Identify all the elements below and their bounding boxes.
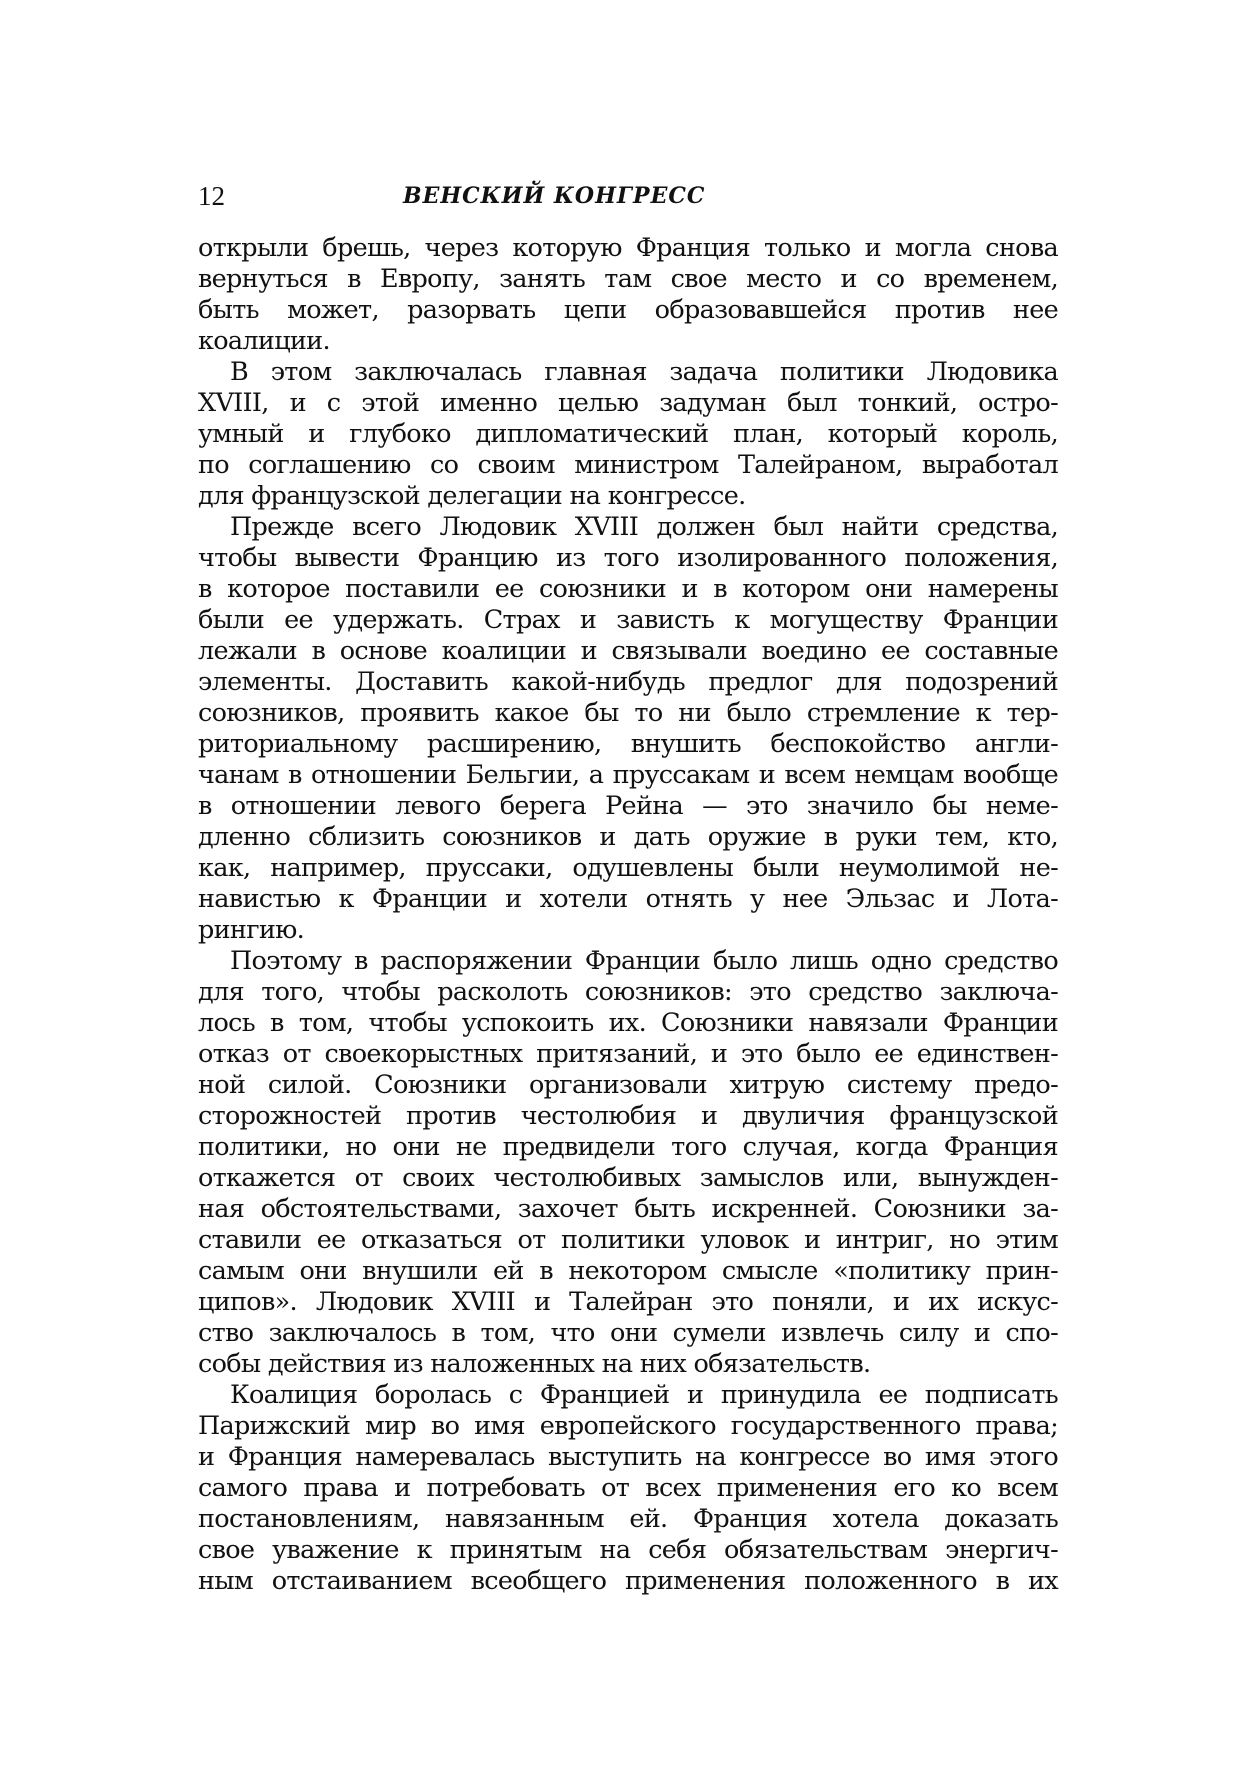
text-line: ная обстоятельствами, захочет быть искренней. Союзники за- — [198, 1194, 1058, 1224]
running-title: ВЕНСКИЙ КОНГРЕСС — [403, 183, 706, 209]
text-line: быть может, разорвать цепи образовавшейся против нее — [198, 295, 1058, 325]
text-line: собы действия из наложенных на них обязательств. — [198, 1349, 871, 1379]
text-line: как, например, пруссаки, одушевлены были неумолимой не- — [198, 853, 1058, 883]
text-line: для французской делегации на конгрессе. — [198, 481, 746, 511]
text-line: лось в том, чтобы успокоить их. Союзники навязали Франции — [198, 1008, 1058, 1038]
running-head — [198, 178, 1056, 218]
text-line: ной силой. Союзники организовали хитрую систему предо- — [198, 1070, 1058, 1100]
text-line: откажется от своих честолюбивых замыслов или, вынужден- — [198, 1163, 1058, 1193]
text-line: политики, но они не предвидели того случая, когда Франция — [198, 1132, 1058, 1162]
paragraph — [198, 357, 1058, 512]
text-line: Парижский мир во имя европейского государственного права; — [198, 1411, 1058, 1441]
text-line: вернуться в Европу, занять там свое место и со временем, — [198, 264, 1058, 294]
body-text — [198, 233, 1058, 1597]
text-line: умный и глубоко дипломатический план, который король, — [198, 419, 1058, 449]
text-line: сторожностей против честолюбия и двуличия французской — [198, 1101, 1058, 1131]
text-line: дленно сблизить союзников и дать оружие в руки тем, кто, — [198, 822, 1058, 852]
paragraph — [198, 946, 1058, 1380]
paragraph — [198, 512, 1058, 946]
text-line: Коалиция боролась с Францией и принудила ее подписать — [230, 1380, 1058, 1410]
page-number: 12 — [198, 181, 225, 211]
paragraph — [198, 1380, 1058, 1597]
text-line: свое уважение к принятым на себя обязательствам энергич- — [198, 1535, 1058, 1565]
text-line: по соглашению со своим министром Талейраном, выработал — [198, 450, 1058, 480]
text-line: элементы. Доставить какой-нибудь предлог для подозрений — [198, 667, 1058, 697]
text-line: чанам в отношении Бельгии, а пруссакам и всем немцам вообще — [198, 760, 1058, 790]
text-line: риториальному расширению, внушить беспокойство англи- — [198, 729, 1058, 759]
text-line: постановлениям, навязанным ей. Франция хотела доказать — [198, 1504, 1058, 1534]
text-line: рингию. — [198, 915, 305, 945]
text-line: ным отстаиванием всеобщего применения положенного в их — [198, 1566, 1058, 1596]
text-line: лежали в основе коалиции и связывали воедино ее составные — [198, 636, 1058, 666]
text-line: Поэтому в распоряжении Франции было лишь одно средство — [230, 946, 1058, 976]
text-line: были ее удержать. Страх и зависть к могуществу Франции — [198, 605, 1058, 635]
text-line: В этом заключалась главная задача политики Людовика — [230, 357, 1058, 387]
text-line: открыли брешь, через которую Франция только и могла снова — [198, 233, 1058, 263]
text-line: союзников, проявить какое бы то ни было стремление к тер- — [198, 698, 1058, 728]
text-line: ципов». Людовик XVIII и Талейран это поняли, и их искус- — [198, 1287, 1058, 1317]
text-line: в которое поставили ее союзники и в котором они намерены — [198, 574, 1058, 604]
text-line: в отношении левого берега Рейна — это значило бы неме- — [198, 791, 1058, 821]
text-line: для того, чтобы расколоть союзников: это средство заключа- — [198, 977, 1058, 1007]
text-line: ство заключалось в том, что они сумели извлечь силу и спо- — [198, 1318, 1058, 1348]
text-line: самым они внушили ей в некотором смысле «политику прин- — [198, 1256, 1058, 1286]
text-line: и Франция намеревалась выступить на конгрессе во имя этого — [198, 1442, 1058, 1472]
text-line: ставили ее отказаться от политики уловок и интриг, но этим — [198, 1225, 1058, 1255]
text-line: навистью к Франции и хотели отнять у нее Эльзас и Лота- — [198, 884, 1058, 914]
paragraph — [198, 233, 1058, 357]
text-line: Прежде всего Людовик XVIII должен был найти средства, — [230, 512, 1058, 542]
text-line: XVIII, и с этой именно целью задуман был тонкий, остро- — [198, 388, 1058, 418]
text-line: чтобы вывести Францию из того изолированного положения, — [198, 543, 1058, 573]
text-line: самого права и потребовать от всех применения его ко всем — [198, 1473, 1058, 1503]
text-line: коалиции. — [198, 326, 330, 356]
text-line: отказ от своекорыстных притязаний, и это было ее единствен- — [198, 1039, 1058, 1069]
